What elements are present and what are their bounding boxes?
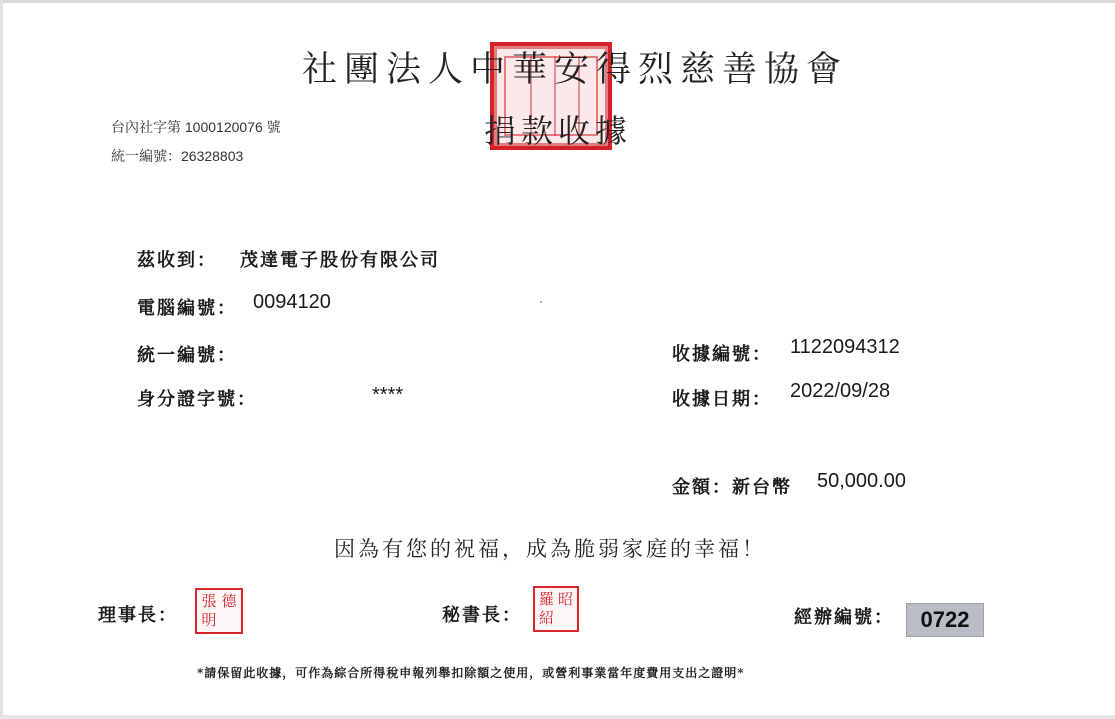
id-no-label: 身分證字號： [137,389,257,410]
amount-label: 金額：新台幣 [672,477,792,498]
amount-value: 50,000.00 [817,470,906,492]
unified-no-label: 統一編號： [137,345,237,366]
doc-title: 捐款收據 [484,112,633,150]
scan-speck [540,301,542,303]
secretary-label: 秘書長： [442,605,522,626]
chairman-label: 理事長： [98,605,178,626]
receipt-no-value: 1122094312 [790,336,900,358]
computer-no-label: 電腦編號： [137,298,237,319]
id-no-value: **** [372,384,404,406]
received-from-label: 茲收到： [137,250,217,271]
handler-no-stamp: 0722 [906,603,984,637]
secretary-seal: 羅 昭 紹 [533,586,579,632]
receipt-date-value: 2022/09/28 [790,380,891,402]
scan-edge-top [0,0,1115,3]
scan-edge-bottom [0,715,1115,719]
footnote: *請保留此收據，可作為綜合所得稅申報列舉扣除額之使用，或營利事業當年度費用支出之證明* [197,666,745,680]
chairman-seal: 張 德 明 [195,588,243,634]
scan-edge-left [0,0,3,719]
receipt-date-label: 收據日期： [672,389,772,410]
org-name: 社團法人中華安得烈慈善協會 [302,50,849,90]
received-from-value: 茂達電子股份有限公司 [240,250,440,271]
motto-text: 因為有您的祝福，成為脆弱家庭的幸福！ [334,537,766,561]
org-unified-number: 統一編號：26328803 [111,148,244,164]
computer-no-value: 0094120 [253,291,331,313]
handler-no-label: 經辦編號： [794,607,894,628]
receipt-no-label: 收據編號： [672,344,772,365]
registration-number: 台內社字第 1000120076 號 [111,119,281,135]
